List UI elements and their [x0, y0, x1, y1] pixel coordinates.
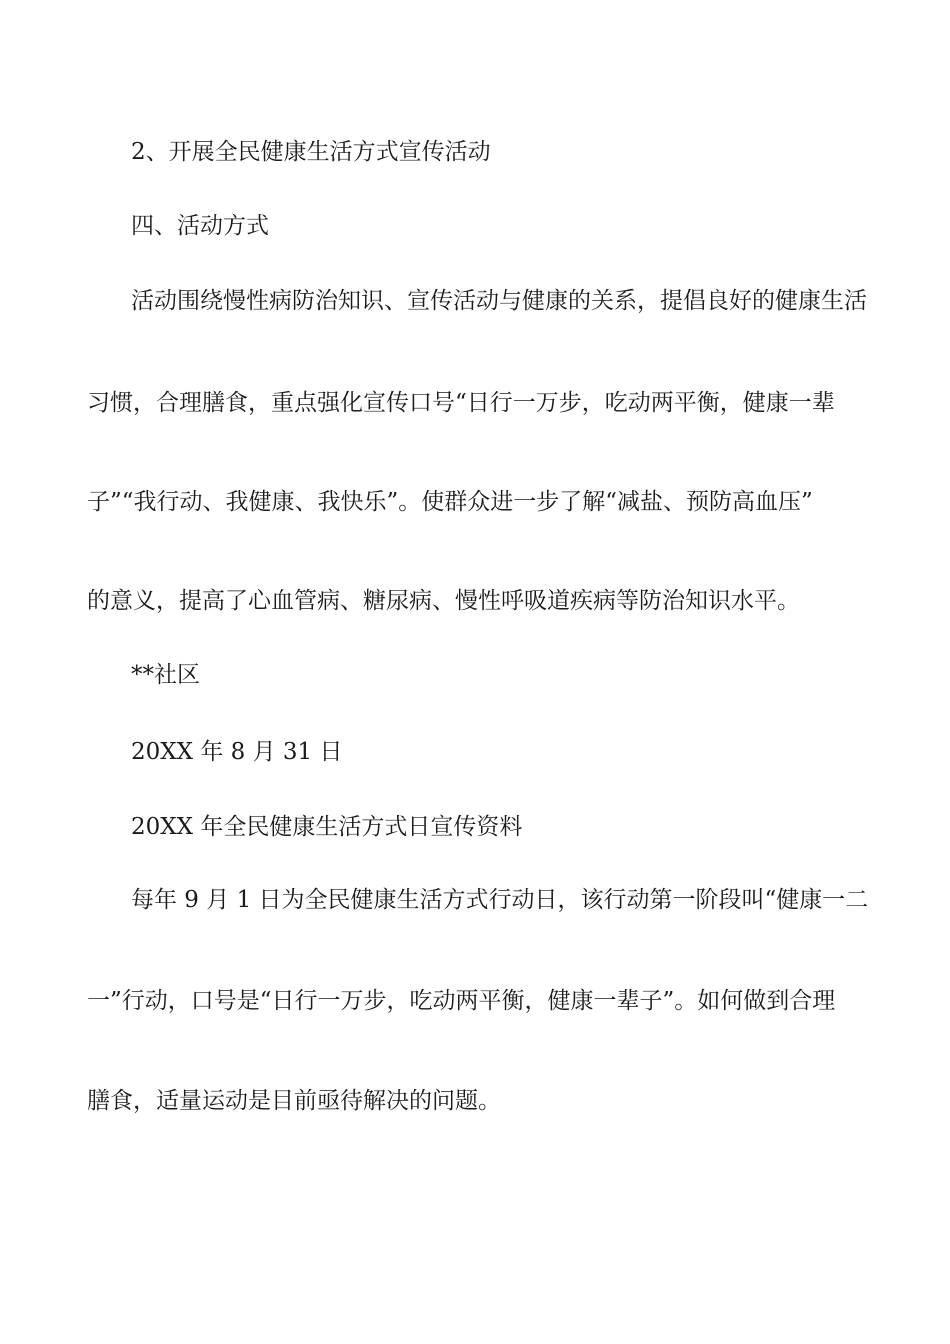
paragraph-line: 膳食，适量运动是目前亟待解决的问题。: [87, 1088, 501, 1114]
signature-date: 20XX 年 8 月 31 日: [131, 739, 343, 765]
paragraph-line: 活动围绕慢性病防治知识、宣传活动与健康的关系，提倡良好的健康生活: [131, 288, 867, 314]
document-title: 20XX 年全民健康生活方式日宣传资料: [131, 814, 523, 840]
paragraph-line: 子”“我行动、我健康、我快乐”。使群众进一步了解“减盐、预防高血压”: [87, 489, 813, 515]
paragraph-line: 的意义，提高了心血管病、糖尿病、慢性呼吸道疾病等防治知识水平。: [87, 588, 800, 614]
section-heading: 四、活动方式: [131, 213, 269, 239]
paragraph-line: 每年 9 月 1 日为全民健康生活方式行动日，该行动第一阶段叫“健康一二: [131, 887, 869, 913]
section-item-heading: 2、开展全民健康生活方式宣传活动: [131, 139, 491, 165]
paragraph-line: 习惯，合理膳食，重点强化宣传口号“日行一万步，吃动两平衡，健康一辈: [87, 390, 835, 416]
paragraph-line: 一”行动，口号是“日行一万步，吃动两平衡，健康一辈子”。如何做到合理: [87, 988, 836, 1014]
signature-organization: **社区: [131, 662, 200, 688]
